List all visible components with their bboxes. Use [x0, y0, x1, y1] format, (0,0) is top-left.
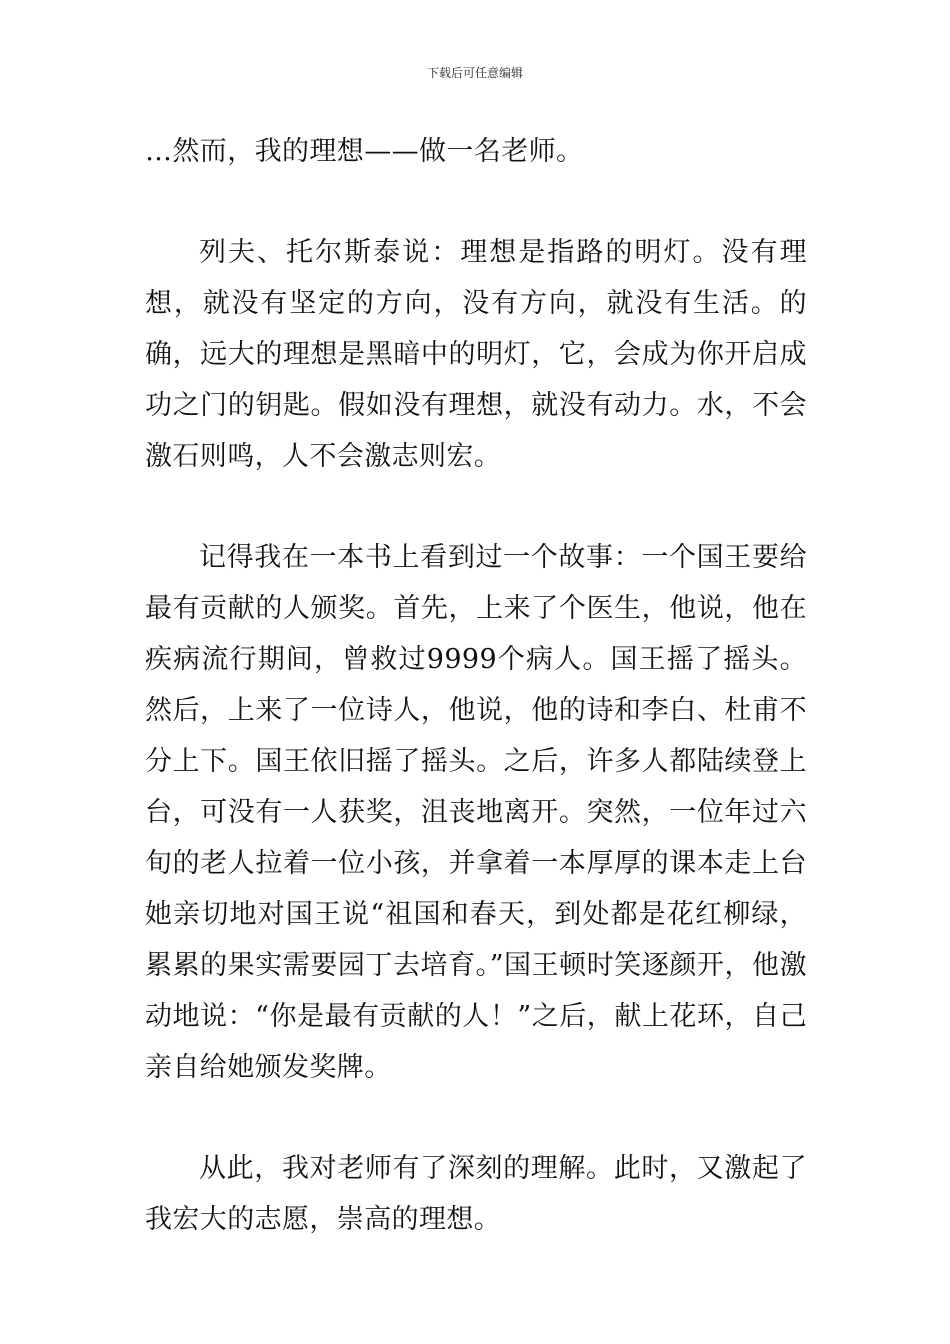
paragraph-opening: …然而，我的理想——做一名老师。 [145, 136, 584, 167]
paragraph-king-story: 记得我在一本书上看到过一个故事：一个国王要给最有贡献的人颁奖。首先，上来了个医生，他说，他在疾病流行期间，曾救过9999个病人。国王摇了摇头。然后，上来了一位诗人，他说，他的诗和李白、杜甫不分上下。国王依旧摇了摇头。之后，许多人都陆续登上台，可没有一人获奖，沮丧地离开。突然，一位年过六旬的老人拉着一位小孩，并拿着一本厚厚的课本走上台她亲切地对国王说“祖国和春天，到处都是花红柳绿，累累的果实需要园丁去培育。”国王顿时笑逐颜开，他激动地说：“你是最有贡献的人！”之后，献上花环，自己亲自给她颁发奖牌。 [145, 542, 807, 1083]
paragraph-conclusion: 从此，我对老师有了深刻的理解。此时，又激起了我宏大的志愿，崇高的理想。 [145, 1153, 807, 1235]
paragraph-tolstoy-quote: 列夫、托尔斯泰说：理想是指路的明灯。没有理想，就没有坚定的方向，没有方向，就没有生活。的确，远大的理想是黑暗中的明灯，它，会成为你开启成功之门的钥匙。假如没有理想，就没有动力。水，不会激石则鸣，人不会激志则宏。 [145, 237, 807, 472]
paragraph-spacer [145, 1093, 807, 1143]
document-body [145, 126, 807, 1245]
paragraph-spacer [145, 482, 807, 532]
paragraph-spacer [145, 177, 807, 227]
page-header: 下载后可任意编辑 [426, 66, 523, 80]
